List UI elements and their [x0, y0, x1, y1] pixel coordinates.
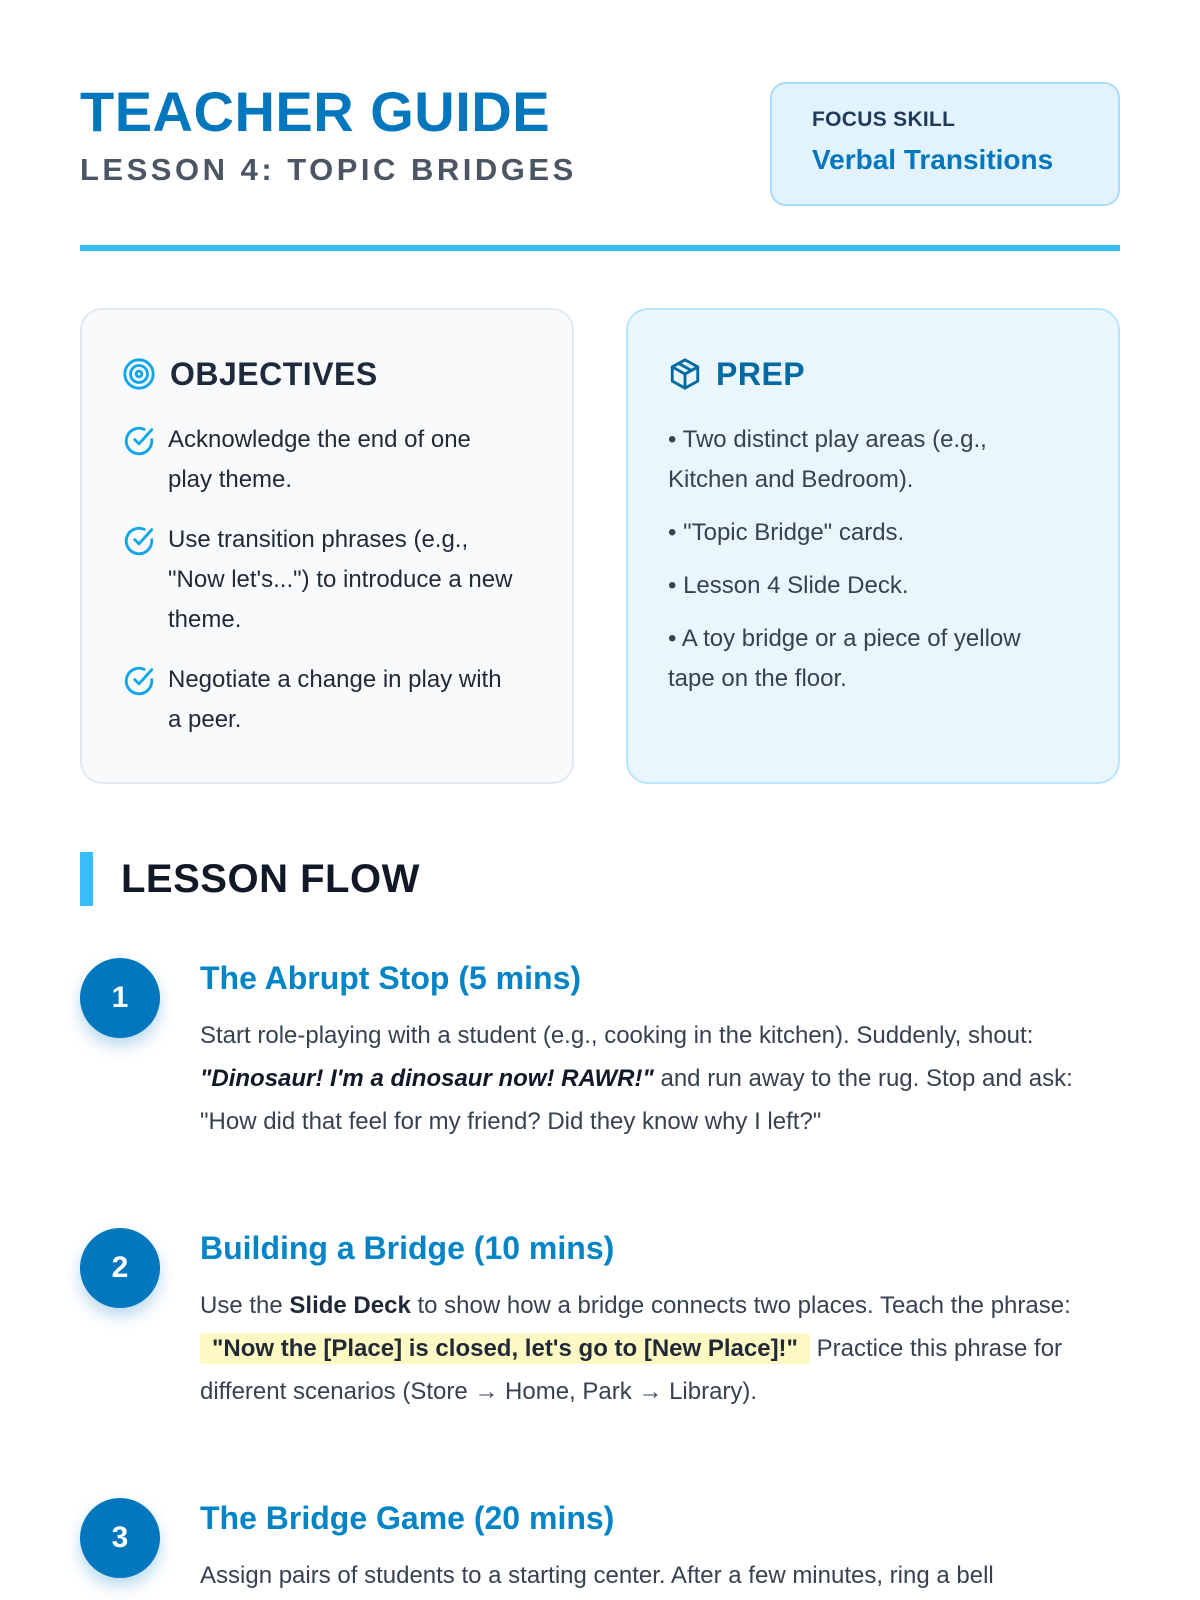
step-body: [200, 1498, 1120, 1597]
objective-text: Acknowledge the end of one play theme.: [168, 426, 471, 493]
objectives-header: [122, 354, 532, 394]
step-title: Building a Bridge (10 mins): [200, 1230, 615, 1266]
check-circle-icon: [122, 424, 156, 458]
step-number-badge: 2: [80, 1228, 160, 1308]
prep-item: • A toy bridge or a piece of yellow tape on the floor.: [668, 625, 1021, 692]
lesson-flow-header: [80, 852, 420, 906]
box-icon: [668, 357, 702, 391]
prep-card: [626, 308, 1120, 784]
header: [80, 80, 1120, 210]
step-title: The Abrupt Stop (5 mins): [200, 960, 582, 996]
section-accent-bar: [80, 852, 93, 906]
objectives-title: OBJECTIVES: [170, 355, 378, 392]
focus-skill-value: Verbal Transitions: [812, 144, 1054, 175]
prep-list: [668, 420, 1078, 699]
step-bold-text: Slide Deck: [289, 1292, 411, 1319]
focus-skill-box: [770, 82, 1120, 206]
objectives-list: [122, 420, 532, 740]
objective-text: Negotiate a change in play with a peer.: [168, 666, 502, 733]
step-text: Use the: [200, 1292, 290, 1319]
step-text: Practice this phrase for different scenarios (Store → Home, Park → Library).: [200, 1335, 1063, 1405]
objective-item: [122, 660, 532, 740]
prep-item: • Lesson 4 Slide Deck.: [668, 572, 909, 599]
step-title: The Bridge Game (20 mins): [200, 1500, 615, 1536]
prep-item: • Two distinct play areas (e.g., Kitchen and Bedroom).: [668, 426, 987, 493]
target-icon: [122, 357, 156, 391]
prep-item: • "Topic Bridge" cards.: [668, 519, 905, 546]
step-text: to show how a bridge connects two places. Teach the phrase:: [410, 1292, 1071, 1319]
step-text: Start role-playing with a student (e.g., cooking in the kitchen). Suddenly, shout:: [200, 1022, 1034, 1049]
step-description: [200, 1284, 1120, 1413]
prep-header: [668, 354, 1078, 394]
page-title: TEACHER GUIDE: [80, 80, 551, 143]
step-description: [200, 1014, 1120, 1143]
step-body: [200, 958, 1120, 1143]
step-number-badge: 3: [80, 1498, 160, 1578]
page-subtitle: LESSON 4: TOPIC BRIDGES: [80, 152, 577, 187]
focus-skill-label: FOCUS SKILL: [812, 108, 956, 131]
lesson-flow-title: LESSON FLOW: [121, 856, 420, 901]
step-text: Assign pairs of students to a starting center. After a few minutes, ring a bell: [200, 1562, 994, 1589]
objective-item: [122, 420, 532, 500]
objectives-card: [80, 308, 574, 784]
step-description: [200, 1554, 1120, 1597]
check-circle-icon: [122, 524, 156, 558]
step-text: and run away to the rug. Stop and ask: "How did that feel for my friend? Did they know why I left?": [200, 1065, 1073, 1135]
header-divider: [80, 245, 1120, 251]
step-quote: "Dinosaur! I'm a dinosaur now! RAWR!": [200, 1065, 654, 1092]
objective-text: Use transition phrases (e.g., "Now let's...") to introduce a new theme.: [168, 526, 513, 633]
highlighted-phrase: "Now the [Place] is closed, let's go to [New Place]!": [200, 1333, 810, 1364]
step-number-badge: 1: [80, 958, 160, 1038]
check-circle-icon: [122, 664, 156, 698]
objective-item: [122, 520, 532, 640]
prep-title: PREP: [716, 355, 806, 392]
step-body: [200, 1228, 1120, 1413]
